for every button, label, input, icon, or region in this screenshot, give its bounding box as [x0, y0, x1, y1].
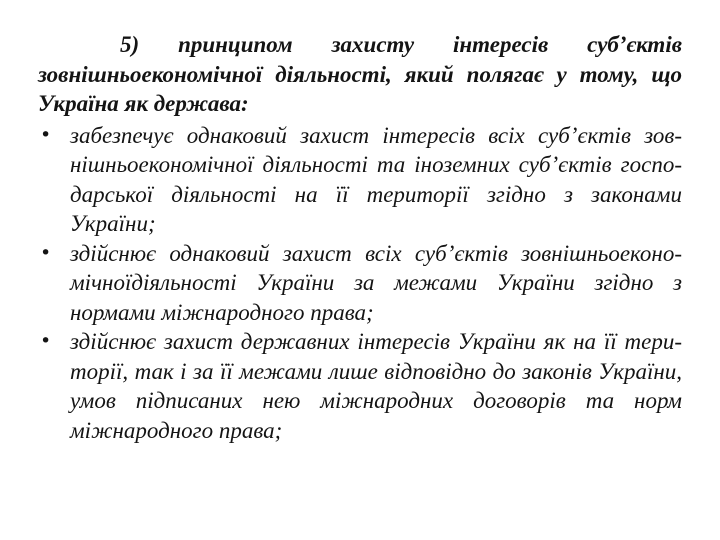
slide-content — [38, 30, 682, 445]
bullet-text: забезпечує однаковий захист інтересів всіх суб’єктів зов-нішньоекономічної діяльності та іноземних суб’єктів госпо-дарської діяльності на її території згідно з законами України; — [70, 122, 682, 236]
bullet-text: здійснює захист державних інтересів України як на її тери-торії, так і за її межами лише відповідно до законів України, умов підписаних нею міжнародних договорів та норм міжнародного права; — [70, 329, 682, 443]
bullet-item-2 — [38, 239, 682, 328]
bullet-icon: • — [40, 241, 52, 264]
bullet-icon: • — [40, 123, 52, 146]
bullet-list — [38, 121, 682, 446]
bullet-item-1 — [38, 121, 682, 239]
bullet-item-3 — [38, 327, 682, 445]
bullet-icon: • — [40, 330, 52, 352]
intro-paragraph: 5) принципом захисту інтересів суб’єктів зовнішньоекономічної діяльності, який полягає у тому, що Україна як держава: — [38, 32, 682, 116]
bullet-text: здійснює однаковий захист всіх суб’єктів зовнішньоеконо-мічноїдіяльності України за межами України згідно з нормами міжнародного права; — [70, 240, 682, 325]
